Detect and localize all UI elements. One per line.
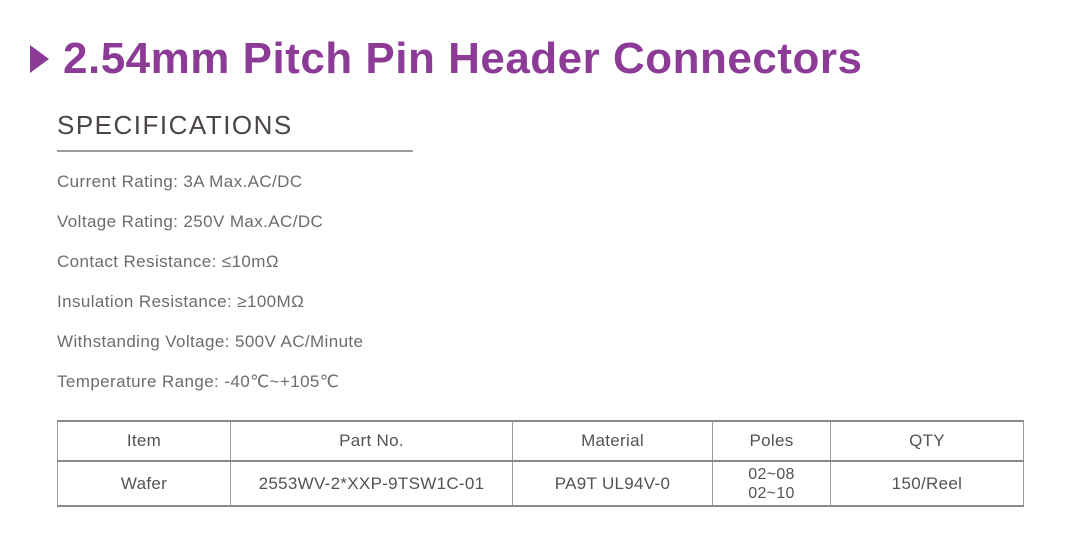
specifications-heading: SPECIFICATIONS: [57, 110, 293, 140]
cell-material: PA9T UL94V-0: [513, 461, 713, 506]
spec-item-temperature-range: Temperature Range: -40℃~+105℃: [57, 372, 340, 391]
cell-part-no: 2553WV-2*XXP-9TSW1C-01: [231, 461, 513, 506]
column-header-material: Material: [513, 421, 713, 461]
cell-item: Wafer: [58, 461, 231, 506]
page-header: [30, 34, 862, 84]
cell-qty: 150/Reel: [831, 461, 1024, 506]
product-table: [57, 420, 1024, 507]
spec-list: [57, 162, 557, 402]
table-header-row: [58, 421, 1024, 461]
page-title: 2.54mm Pitch Pin Header Connectors: [63, 34, 863, 83]
column-header-item: Item: [58, 421, 231, 461]
spec-item-contact-resistance: Contact Resistance: ≤10mΩ: [57, 252, 279, 271]
poles-range-1: 02~08: [748, 465, 795, 483]
spec-item-voltage-rating: Voltage Rating: 250V Max.AC/DC: [57, 212, 324, 231]
table-row: [58, 461, 1024, 506]
spec-item-withstanding-voltage: Withstanding Voltage: 500V AC/Minute: [57, 332, 364, 351]
spec-item-insulation-resistance: Insulation Resistance: ≥100MΩ: [57, 292, 305, 311]
column-header-qty: QTY: [831, 421, 1024, 461]
spec-item-current-rating: Current Rating: 3A Max.AC/DC: [57, 172, 303, 191]
poles-range-2: 02~10: [748, 484, 795, 502]
column-header-part-no: Part No.: [231, 421, 513, 461]
column-header-poles: Poles: [713, 421, 831, 461]
cell-poles: [713, 461, 831, 506]
arrow-right-icon: [30, 45, 49, 73]
heading-divider: [57, 150, 413, 152]
specifications-section: [57, 110, 557, 402]
